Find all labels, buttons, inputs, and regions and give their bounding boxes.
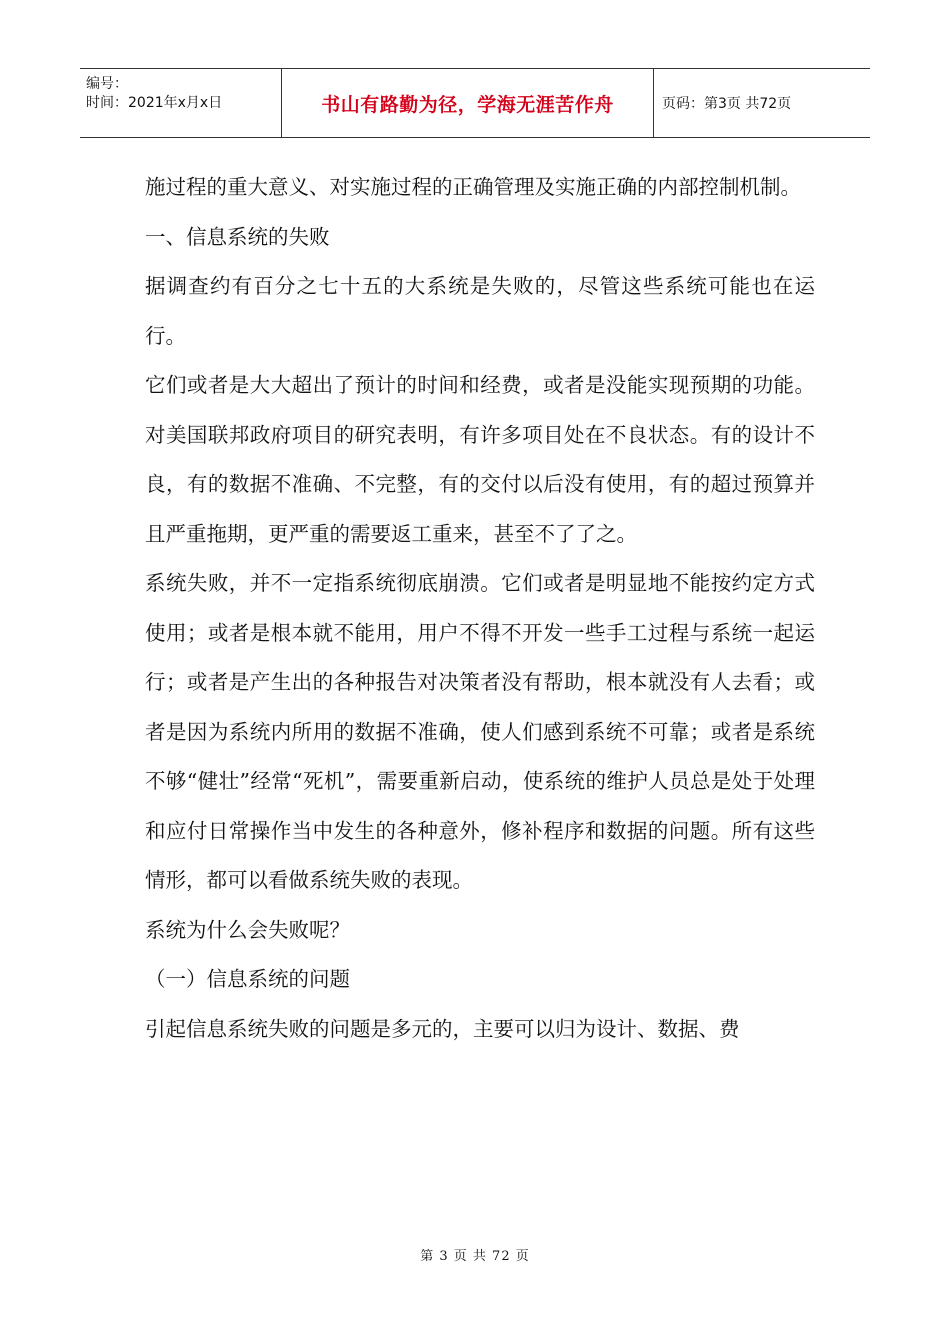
paragraph: 它们或者是大大超出了预计的时间和经费，或者是没能实现预期的功能。对美国联邦政府项目的研究表明，有许多项目处在不良状态。有的设计不良，有的数据不准确、不完整，有的交付以后没有使用，有的超过预算并且严重拖期，更严重的需要返工重来，甚至不了了之。 bbox=[145, 373, 815, 546]
subsection-heading: （一）信息系统的问题 bbox=[145, 967, 350, 991]
time-label: 时间：2021年x月x日 bbox=[86, 95, 223, 111]
paragraph: 施过程的重大意义、对实施过程的正确管理及实施正确的内部控制机制。 bbox=[145, 175, 801, 199]
header-page-info: 页码：第3页 共72页 bbox=[662, 96, 792, 112]
section-heading: 一、信息系统的失败 bbox=[145, 224, 330, 249]
header-meta bbox=[80, 69, 282, 137]
paragraph: 引起信息系统失败的问题是多元的，主要可以归为设计、数据、费 bbox=[145, 1016, 740, 1041]
document-body bbox=[145, 163, 815, 1054]
page-header bbox=[80, 68, 870, 138]
paragraph: 系统失败，并不一定指系统彻底崩溃。它们或者是明显地不能按约定方式使用；或者是根本就不能用，用户不得不开发一些手工过程与系统一起运行；或者是产生出的各种报告对决策者没有帮助，根本就没有人去看；或者是因为系统内所用的数据不准确，使人们感到系统不可靠；或者是系统不够“健壮”经常“死机”，需要重新启动，使系统的维护人员总是处于处理和应付日常操作当中发生的各种意外，修补程序和数据的问题。所有这些情形，都可以看做系统失败的表现。 bbox=[145, 571, 815, 892]
serial-label: 编号： bbox=[86, 76, 128, 92]
paragraph: 据调查约有百分之七十五的大系统是失败的，尽管这些系统可能也在运行。 bbox=[145, 274, 815, 348]
paragraph: 系统为什么会失败呢？ bbox=[145, 917, 350, 942]
header-motto: 书山有路勤为径，学海无涯苦作舟 bbox=[321, 93, 614, 116]
header-page-info-cell bbox=[654, 69, 870, 137]
page-footer bbox=[0, 1245, 950, 1264]
header-motto-cell bbox=[282, 69, 654, 137]
footer-page-number: 第 3 页 共 72 页 bbox=[420, 1249, 530, 1264]
